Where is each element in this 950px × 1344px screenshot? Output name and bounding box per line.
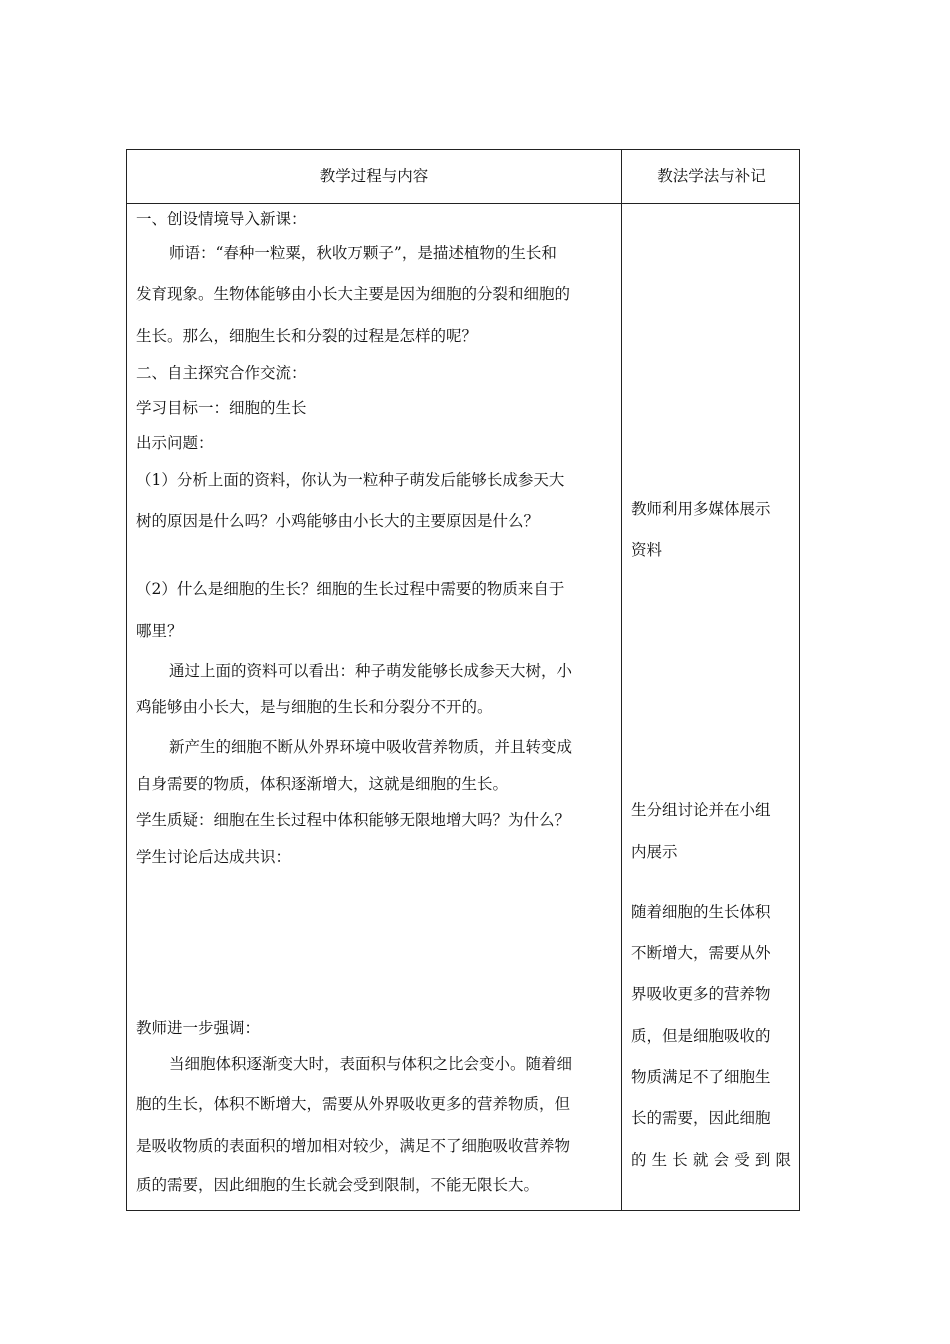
right-note-line: 长的需要，因此细胞 — [631, 1109, 771, 1127]
question-one: （1）分析上面的资料，你认为一粒种子萌发后能够长成参天大 — [136, 471, 565, 489]
right-note-line: 资料 — [631, 541, 663, 559]
right-note-line: 教师利用多媒体展示 — [631, 500, 771, 518]
left-text-line: 质的需要，因此细胞的生长就会受到限制，不能无限长大。 — [136, 1176, 540, 1194]
left-text-line: 树的原因是什么吗？小鸡能够由小长大的主要原因是什么？ — [136, 512, 540, 530]
student-question: 学生质疑：细胞在生长过程中体积能够无限地增大吗？为什么？ — [136, 811, 571, 829]
teacher-emphasis: 教师进一步强调： — [136, 1019, 261, 1037]
left-text-line: 鸡能够由小长大，是与细胞的生长和分裂分不开的。 — [136, 698, 493, 716]
left-text-line: 出示问题： — [136, 434, 214, 452]
left-text-line: 新产生的细胞不断从外界环境中吸收营养物质，并且转变成 — [169, 738, 573, 756]
left-text-line: 师语：“春种一粒粟，秋收万颗子”，是描述植物的生长和 — [169, 244, 557, 262]
right-note-line: 的生长就会受到限 — [631, 1151, 791, 1169]
left-text-line: 通过上面的资料可以看出：种子萌发能够长成参天大树，小 — [169, 662, 573, 680]
header-process-content: 教学过程与内容 — [319, 167, 429, 185]
right-note-line: 内展示 — [631, 843, 678, 861]
right-note-line: 随着细胞的生长体积 — [631, 903, 771, 921]
section-heading-explore: 二、自主探究合作交流： — [136, 364, 307, 382]
left-text-line: 学生讨论后达成共识： — [136, 848, 292, 866]
header-divider — [127, 203, 799, 204]
learning-goal-one: 学习目标一：细胞的生长 — [136, 399, 307, 417]
left-text-line: 胞的生长，体积不断增大，需要从外界吸收更多的营养物质，但 — [136, 1095, 571, 1113]
section-heading-intro: 一、创设情境导入新课： — [136, 210, 307, 228]
question-two: （2）什么是细胞的生长？细胞的生长过程中需要的物质来自于 — [136, 580, 565, 598]
right-note-line: 质，但是细胞吸收的 — [631, 1027, 771, 1045]
left-text-line: 自身需要的物质，体积逐渐增大，这就是细胞的生长。 — [136, 775, 509, 793]
header-method-notes: 教法学法与补记 — [657, 167, 766, 185]
left-text-line: 是吸收物质的表面积的增加相对较少，满足不了细胞吸收营养物 — [136, 1137, 571, 1155]
column-divider — [621, 150, 622, 1210]
right-note-line: 界吸收更多的营养物 — [631, 985, 771, 1003]
right-note-line: 物质满足不了细胞生 — [631, 1068, 771, 1086]
left-text-line: 当细胞体积逐渐变大时，表面积与体积之比会变小。随着细 — [169, 1055, 573, 1073]
left-text-line: 发育现象。生物体能够由小长大主要是因为细胞的分裂和细胞的 — [136, 285, 571, 303]
left-text-line: 生长。那么，细胞生长和分裂的过程是怎样的呢？ — [136, 327, 478, 345]
right-note-line: 生分组讨论并在小组 — [631, 801, 771, 819]
lesson-table — [126, 149, 800, 1211]
right-note-line: 不断增大，需要从外 — [631, 944, 771, 962]
left-text-line: 哪里？ — [136, 622, 183, 640]
